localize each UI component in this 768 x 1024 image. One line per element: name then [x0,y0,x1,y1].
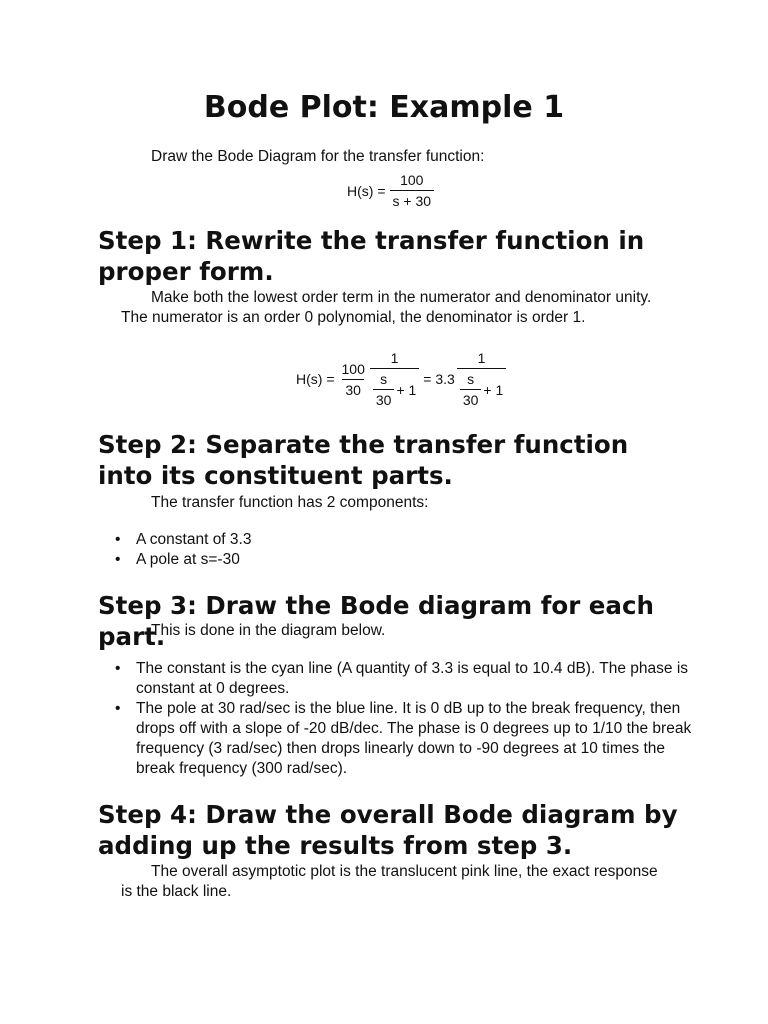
inner-denominator: 30 [373,389,395,408]
equals-coefficient: = 3.3 [423,371,455,387]
list-item [115,699,695,779]
bullet-text: The pole at 30 rad/sec is the blue line. It is 0 dB up to the break frequency, then drops off with a slope of -20 dB/dec. The phase is 0 degrees up to 1/10 the break frequency (3 rad/sec) then drops linearly down to -90 degrees at 10 times the break frequency (300 rad/sec). [136,700,692,777]
fraction-denominator [457,368,506,408]
bullet-dot: • [115,700,121,717]
transfer-function-equation [347,172,434,209]
bullet-text: A constant of 3.3 [136,531,252,548]
fraction-numerator: 100 [400,172,424,188]
step2-body: The transfer function has 2 components: [151,494,429,511]
step2-bullet-list [115,530,695,570]
bullet-text: The constant is the cyan line (A quantity of 3.3 is equal to 10.4 dB). The phase is constant at 0 degrees. [136,660,689,697]
fraction-numerator: 100 [341,360,365,377]
step4-body: The overall asymptotic plot is the translucent pink line, the exact response is the black line. [121,863,658,900]
inner-numerator: s [380,371,388,387]
list-item [115,530,695,550]
inner-denominator: 30 [460,389,482,408]
equation-lhs: H(s) = [347,182,386,199]
step3-bullet-list [115,659,695,779]
step3-heading: Step 3: Draw the Bode diagram for each part. [98,591,654,651]
bullet-dot: • [115,551,121,568]
fraction-denominator: s + 30 [390,190,435,209]
pole-fraction [370,350,419,408]
step1-body: Make both the lowest order term in the numerator and denominator unity. The numerator is an order 0 polynomial, the denominator is order 1. [121,289,652,326]
bullet-dot: • [115,660,121,677]
step2-heading: Step 2: Separate the transfer function into its constituent parts. [98,430,629,490]
fraction-numerator: 1 [477,350,486,366]
plus-one: + 1 [483,381,504,398]
step3-body: This is done in the diagram below. [151,622,386,639]
constant-fraction [339,361,368,398]
fraction-numerator: 1 [390,350,399,366]
page-title: Bode Plot: Example 1 [203,90,565,125]
fraction-denominator: 30 [342,379,364,398]
equation-fraction [390,172,435,209]
bullet-text: A pole at s=-30 [136,551,240,568]
pole-fraction-2 [457,350,506,408]
list-item [115,550,695,570]
inner-fraction [460,371,482,408]
list-item [115,659,695,699]
fraction-denominator [370,368,419,408]
inner-numerator: s [467,371,475,387]
step1-heading: Step 1: Rewrite the transfer function in proper form. [98,226,645,286]
bullet-dot: • [115,531,121,548]
intro-text: Draw the Bode Diagram for the transfer function: [151,148,485,165]
equation-lhs: H(s) = [296,371,335,387]
step4-heading: Step 4: Draw the overall Bode diagram by adding up the results from step 3. [98,800,678,860]
plus-one: + 1 [396,381,417,398]
inner-fraction [373,371,395,408]
proper-form-equation [296,350,506,408]
